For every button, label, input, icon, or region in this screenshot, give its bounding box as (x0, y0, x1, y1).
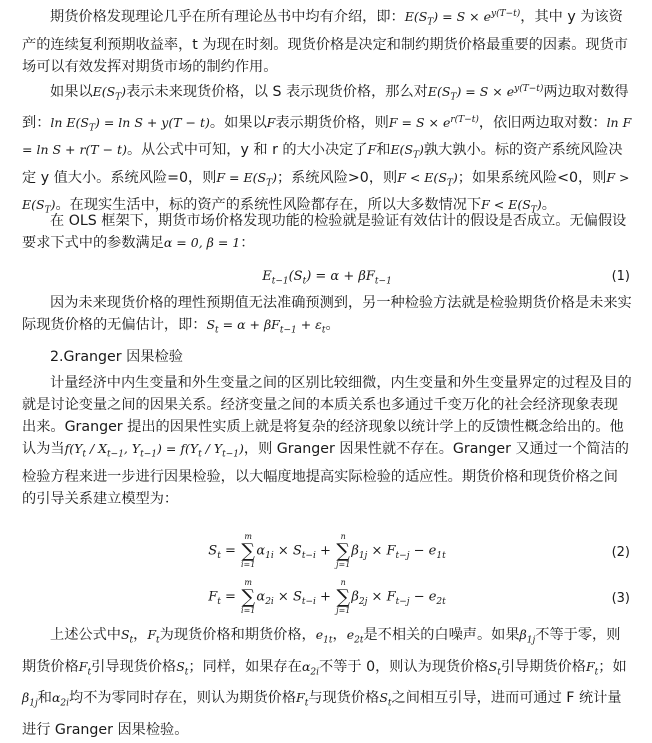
text: 。如果以 (209, 114, 267, 131)
text: 。在现实生活中，标的资产的系统性风险都存在，所以大多数情况下 (55, 197, 482, 214)
sum-icon: n ∑ j=1 (336, 532, 351, 569)
text: ；如 (598, 658, 627, 675)
formula-var: $\beta_{1j}$ (22, 690, 38, 709)
text: 期货价格发现理论几乎在所有理论丛书中均有介绍，即： (50, 9, 405, 26)
text: 引导期货价格 (500, 658, 586, 675)
text: ，其中 y 为该资产的连续复利预期收益率，t 为现在时刻。现货价格是决定和制约期货价格最重要的因素。现货市场可以有效发挥对期货市场的制约作用。 (22, 9, 628, 75)
formula-var: $F_t$ (296, 690, 309, 709)
equation-3-number: (3) (611, 591, 630, 606)
formula-params: α = 0, β = 1 (163, 235, 241, 250)
text: ；如果系统风险<0，则 (457, 169, 607, 186)
paragraph-log-derivation (22, 78, 632, 222)
text: 。 (325, 317, 340, 333)
formula-f-exp: $F = S \times e^{r(T-t)}$ (388, 114, 479, 130)
text: 是不相关的白噪声。如果 (363, 627, 520, 643)
text: 计量经济中内生变量和外生变量之间的区别比较细微，内生变量和外生变量界定的过程及目的就是讨论变量之间的因果关系。经济变量之间的本质关系也多通过千变万化的社会经济现象表现出来。Granger 提出的因果性实质上就是将复杂的经济现象以统计学上的反馈性概念给出的。他认为当 (22, 375, 632, 457)
equation-1-body: $E_{t-1}(S_t) = \alpha + \beta F_{t-1}$ (262, 269, 392, 287)
formula-expected-spot: $E(S_T) = S \times e^{y(T-t)}$ (404, 9, 521, 28)
text: 上述公式中 (50, 627, 121, 643)
formula-ln-est: $\ln E(S_T) = \ln S + y(T - t)$ (50, 114, 210, 134)
formula-f: F (266, 114, 276, 130)
formula-granger-cond: $f(Y_t / X_{t-1}$, $Y_{t-1}) = f(Y_t / Y_{t-1})$ (64, 441, 244, 460)
equation-1-number: (1) (611, 269, 630, 284)
text: ；同样，如果存在 (188, 658, 302, 675)
formula-var: $S_t$ (488, 658, 501, 677)
text: 如果以 (50, 84, 93, 101)
paragraph-unbiased-estimate (22, 292, 632, 342)
formula-var: $\beta_{1j}$ (519, 627, 536, 646)
equation-1 (22, 262, 632, 292)
text: 与现货价格 (308, 690, 380, 706)
paragraph-ols-framework (22, 210, 632, 254)
formula-ln-f: ln F = ln S + r(T − t) (22, 114, 632, 158)
sum-icon: n ∑ j=1 (336, 578, 351, 615)
text: 。从公式中可知，y 和 r 的大小决定了 (126, 142, 368, 159)
formula-est-exp: $E(S_T) = S \times e^{y(T-t)}$ (427, 84, 544, 103)
formula-f-gt: $F > E(S_T)$ (22, 169, 630, 216)
formula-var: $F_t$ (585, 658, 599, 677)
equation-2 (22, 532, 632, 568)
equation-3 (22, 578, 632, 614)
text: ，则 Granger 因果性就不存在。Granger 又通过一个简洁的检验方程来进一步进行因果检验，以大幅度地提高实际检验的适应性。期货价格和现货价格之间的引导关系建立模型为： (22, 441, 629, 507)
text: 两边取对数得到： (22, 84, 629, 131)
text: 和 (376, 142, 391, 159)
text: 因为未来现货价格的理性预期值无法准确预测到，另一种检验方法就是检验期货价格是未来实际现货价格的无偏估计，即： (22, 295, 632, 333)
formula-var: $e_{1t}$ (315, 627, 333, 646)
text: ， (133, 627, 148, 643)
paragraph-granger (22, 372, 632, 510)
formula-var: $\alpha_{2i}$ (301, 658, 319, 677)
text: 和 (37, 690, 52, 706)
formula-f-lt: $F < E(S_T)$ (481, 197, 542, 216)
formula-est: $E(S_T)$ (92, 84, 127, 103)
text: 在 OLS 框架下，期货市场价格发现功能的检验就是验证有效估计的假设是否成立。无偏假设要求下式中的参数满足 (22, 213, 627, 251)
text: 引导现货价格 (91, 658, 177, 675)
equation-3-body: $F_t$ = m ∑ i=1 $\alpha_{2i} \times S_{t-i}$ + n ∑ j=1 $\beta_{2j} \times F_{t-j} - e_{2t}$ (208, 578, 446, 615)
text: 孰大孰小。标的资产系统风险决定 y 值大小。系统风险=0，则 (22, 142, 623, 186)
formula-f-lt: $F < E(S_T)$ (397, 169, 458, 189)
paragraph-price-discovery (22, 3, 632, 78)
section-heading: 2.Granger 因果检验 (50, 349, 183, 365)
formula-st: $S_t = \alpha + \beta F_{t-1} + \varepsilon_t$ (206, 317, 326, 336)
equation-2-body: $S_t$ = m ∑ i=1 $\alpha_{1i} \times S_{t-i}$ + n ∑ j=1 $\beta_{1j} \times F_{t-j} - e_{1t}$ (208, 532, 446, 569)
text: 之间相互引导，进而可通过 F 统计量进行 Granger 因果检验。 (22, 690, 622, 738)
sum-icon: m ∑ i=1 (240, 532, 256, 569)
formula-var: $S_t$ (176, 658, 189, 677)
text: 表示未来现货价格，以 S 表示现货价格，那么对 (126, 84, 428, 101)
text: 为现货价格和期货价格， (159, 627, 316, 643)
text: 。 (541, 197, 556, 214)
formula-var: $F_t$ (78, 658, 92, 677)
text: 表示期货价格，则 (275, 114, 389, 131)
formula-var: $S_t$ (379, 690, 392, 709)
text: ；系统风险>0，则 (276, 169, 398, 186)
text: 不等于零，则期货价格 (22, 627, 621, 675)
formula-var: $\alpha_{2i}$ (51, 690, 70, 709)
text: 均不为零同时存在，则认为期货价格 (69, 690, 297, 706)
formula-f-eq: $F = E(S_T)$ (216, 169, 277, 189)
equation-2-number: (2) (611, 545, 630, 560)
sum-icon: m ∑ i=1 (241, 578, 256, 615)
text: ，依旧两边取对数： (478, 114, 607, 131)
formula-var: $F_t$ (147, 627, 160, 646)
paragraph-interpretation (22, 622, 632, 743)
formula-f: F (367, 142, 377, 158)
formula-var: $e_{2t}$ (346, 627, 364, 646)
text: ： (240, 235, 255, 251)
text: 不等于 0，则认为现货价格 (319, 658, 489, 675)
formula-var: $S_t$ (120, 627, 134, 646)
formula-est: $E(S_T)$ (390, 142, 424, 161)
text: ， (332, 627, 347, 643)
